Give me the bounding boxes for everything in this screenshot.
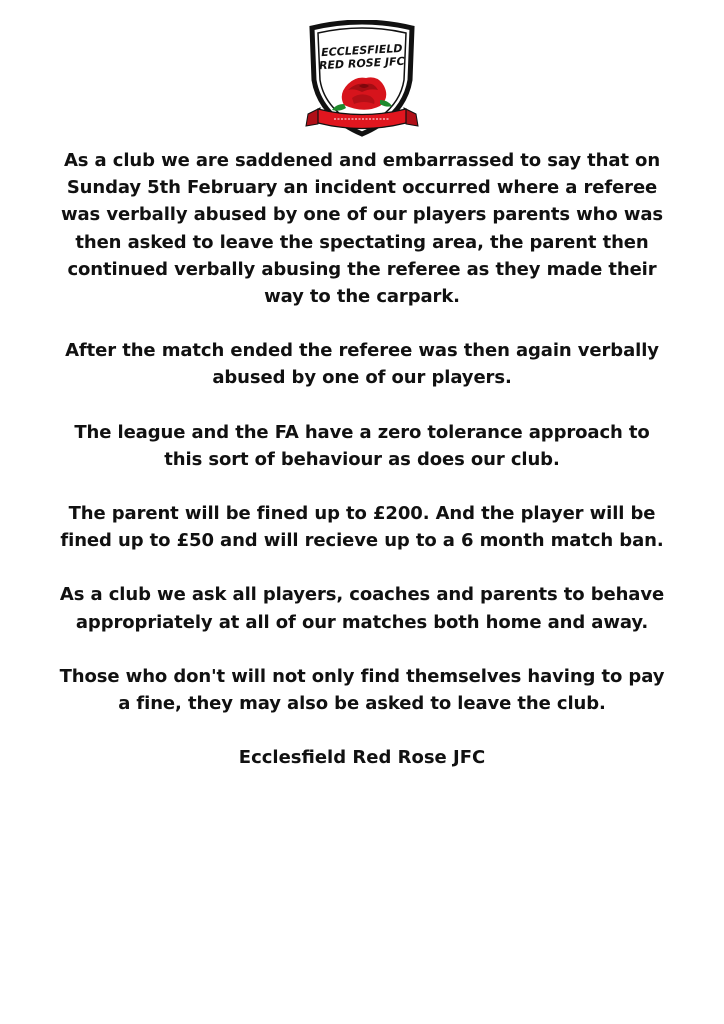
paragraph: Those who don't will not only find themselves having to pay a fine, they may also be asked to leave the club.: [59, 665, 665, 715]
paragraph: As a club we are saddened and embarrassed to say that on Sunday 5th February an incident occurred where a referee was verbally abused by one of our players parents who was then asked to leave the spectating area, the parent then continued verbally abusing the referee as they made their way to the carpark.: [60, 150, 664, 308]
club-crest-logo: [304, 20, 420, 138]
paragraph: After the match ended the referee was then again verbally abused by one of our players.: [65, 340, 659, 389]
paragraph: The parent will be fined up to £200. And the player will be fined up to £50 and will recieve up to a 6 month match ban.: [60, 503, 664, 552]
paragraph: As a club we ask all players, coaches and parents to behave appropriately at all of our matches both home and away.: [59, 584, 665, 633]
crest-name-line1: ECCLESFIELD: [320, 41, 403, 60]
crest-icon: [304, 20, 420, 138]
statement-body: [56, 147, 668, 771]
signature: Ecclesfield Red Rose JFC: [238, 747, 486, 769]
paragraph: The league and the FA have a zero tolerance approach to this sort of behaviour as does our club.: [74, 421, 650, 470]
crest-name-line2: RED ROSE JFC: [318, 54, 405, 73]
